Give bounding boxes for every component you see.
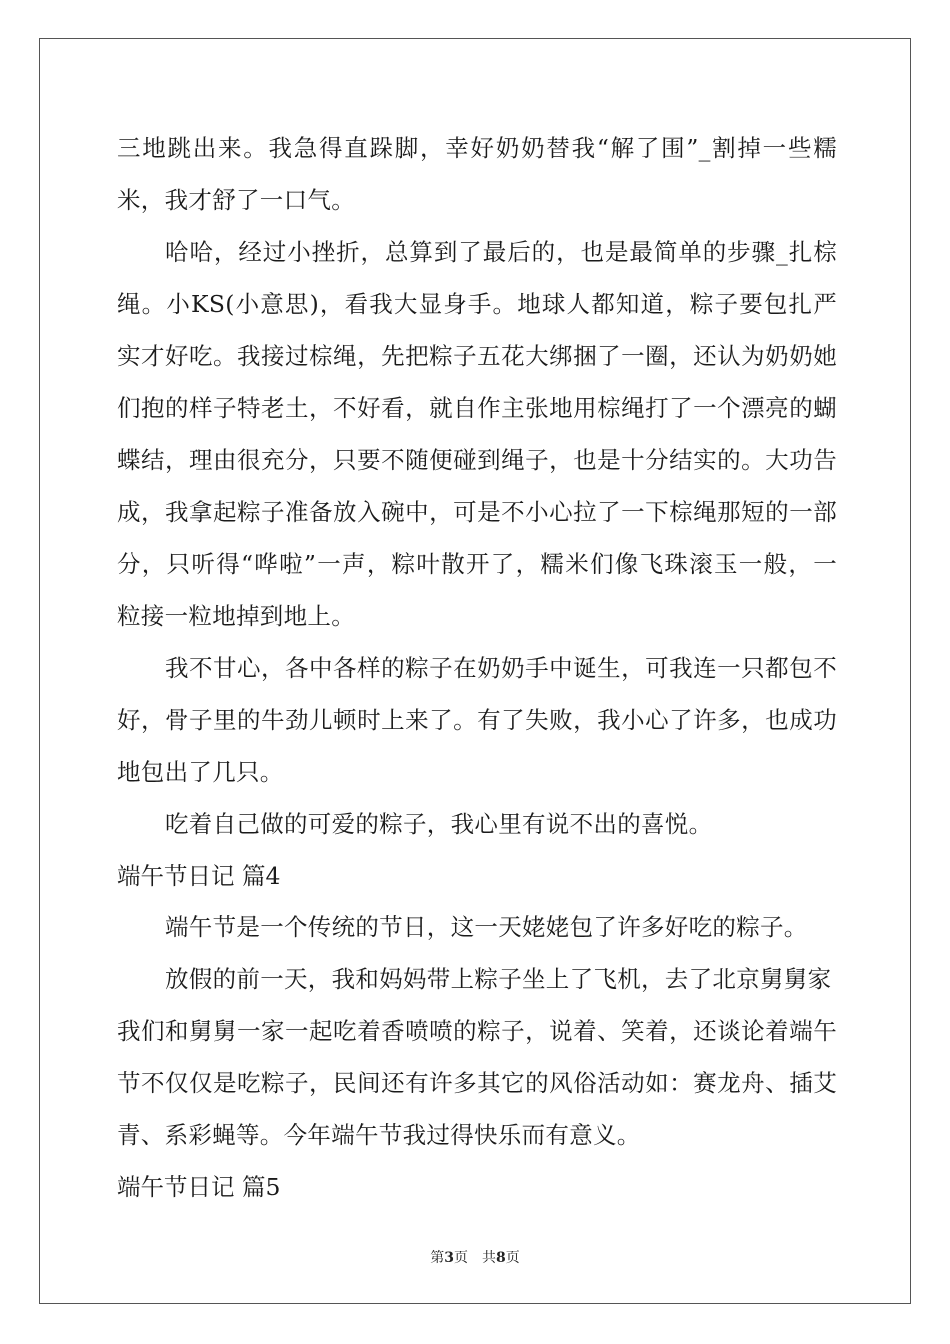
document-body (117, 128, 837, 1218)
current-page-number: 3 (444, 1250, 454, 1266)
paragraph (117, 648, 837, 804)
paragraph (117, 128, 837, 232)
paragraph (117, 959, 837, 1167)
total-page-count: 8 (496, 1250, 506, 1266)
text-line: 地包出了几只。 (117, 758, 284, 786)
section-heading: 端午节日记 篇4 (117, 862, 281, 890)
footer-suffix: 页 (505, 1250, 520, 1266)
section-heading: 端午节日记 篇5 (117, 1173, 281, 1201)
text-line: 哈哈，经过小挫折，总算到了最后的，也是最简单的步骤_扎棕 (165, 238, 837, 266)
paragraph (117, 232, 837, 648)
text-line: 三地跳出来。我急得直跺脚，幸好奶奶替我“解了围”_割掉一些糯 (117, 134, 837, 162)
text-line: 米，我才舒了一口气。 (117, 186, 355, 214)
text-line: 我不甘心，各中各样的粽子在奶奶手中诞生，可我连一只都包不 (165, 654, 837, 682)
page-footer (0, 1247, 950, 1267)
text-line: 绳。小KS(小意思)，看我大显身手。地球人都知道，粽子要包扎严 (117, 290, 837, 318)
footer-prefix: 第 (430, 1250, 445, 1266)
text-line: 放假的前一天，我和妈妈带上粽子坐上了飞机，去了北京舅舅家 (165, 965, 832, 993)
text-line: 分，只听得“哗啦”一声，粽叶散开了，糯米们像飞珠滚玉一般，一 (117, 550, 837, 578)
text-line: 我们和舅舅一家一起吃着香喷喷的粽子，说着、笑着，还谈论着端午 (117, 1017, 837, 1045)
text-line: 好，骨子里的牛劲儿顿时上来了。有了失败，我小心了许多，也成功 (117, 706, 837, 734)
text-line: 端午节是一个传统的节日，这一天姥姥包了许多好吃的粽子。 (165, 913, 808, 941)
paragraph (117, 804, 837, 856)
text-line: 蝶结，理由很充分，只要不随便碰到绳子，也是十分结实的。大功告 (117, 446, 837, 474)
paragraph (117, 907, 837, 959)
text-line: 节不仅仅是吃粽子，民间还有许多其它的风俗活动如：赛龙舟、插艾 (117, 1069, 837, 1097)
text-line: 成，我拿起粽子准备放入碗中，可是不小心拉了一下棕绳那短的一部 (117, 498, 837, 526)
text-line: 实才好吃。我接过棕绳，先把粽子五花大绑捆了一圈，还认为奶奶她 (117, 342, 837, 370)
text-line: 们抱的样子特老土，不好看，就自作主张地用棕绳打了一个漂亮的蝴 (117, 394, 837, 422)
footer-middle: 页 共 (454, 1250, 496, 1266)
text-line: 吃着自己做的可爱的粽子，我心里有说不出的喜悦。 (165, 810, 713, 838)
text-line: 粒接一粒地掉到地上。 (117, 602, 355, 630)
text-line: 青、系彩蝇等。今年端午节我过得快乐而有意义。 (117, 1121, 641, 1149)
